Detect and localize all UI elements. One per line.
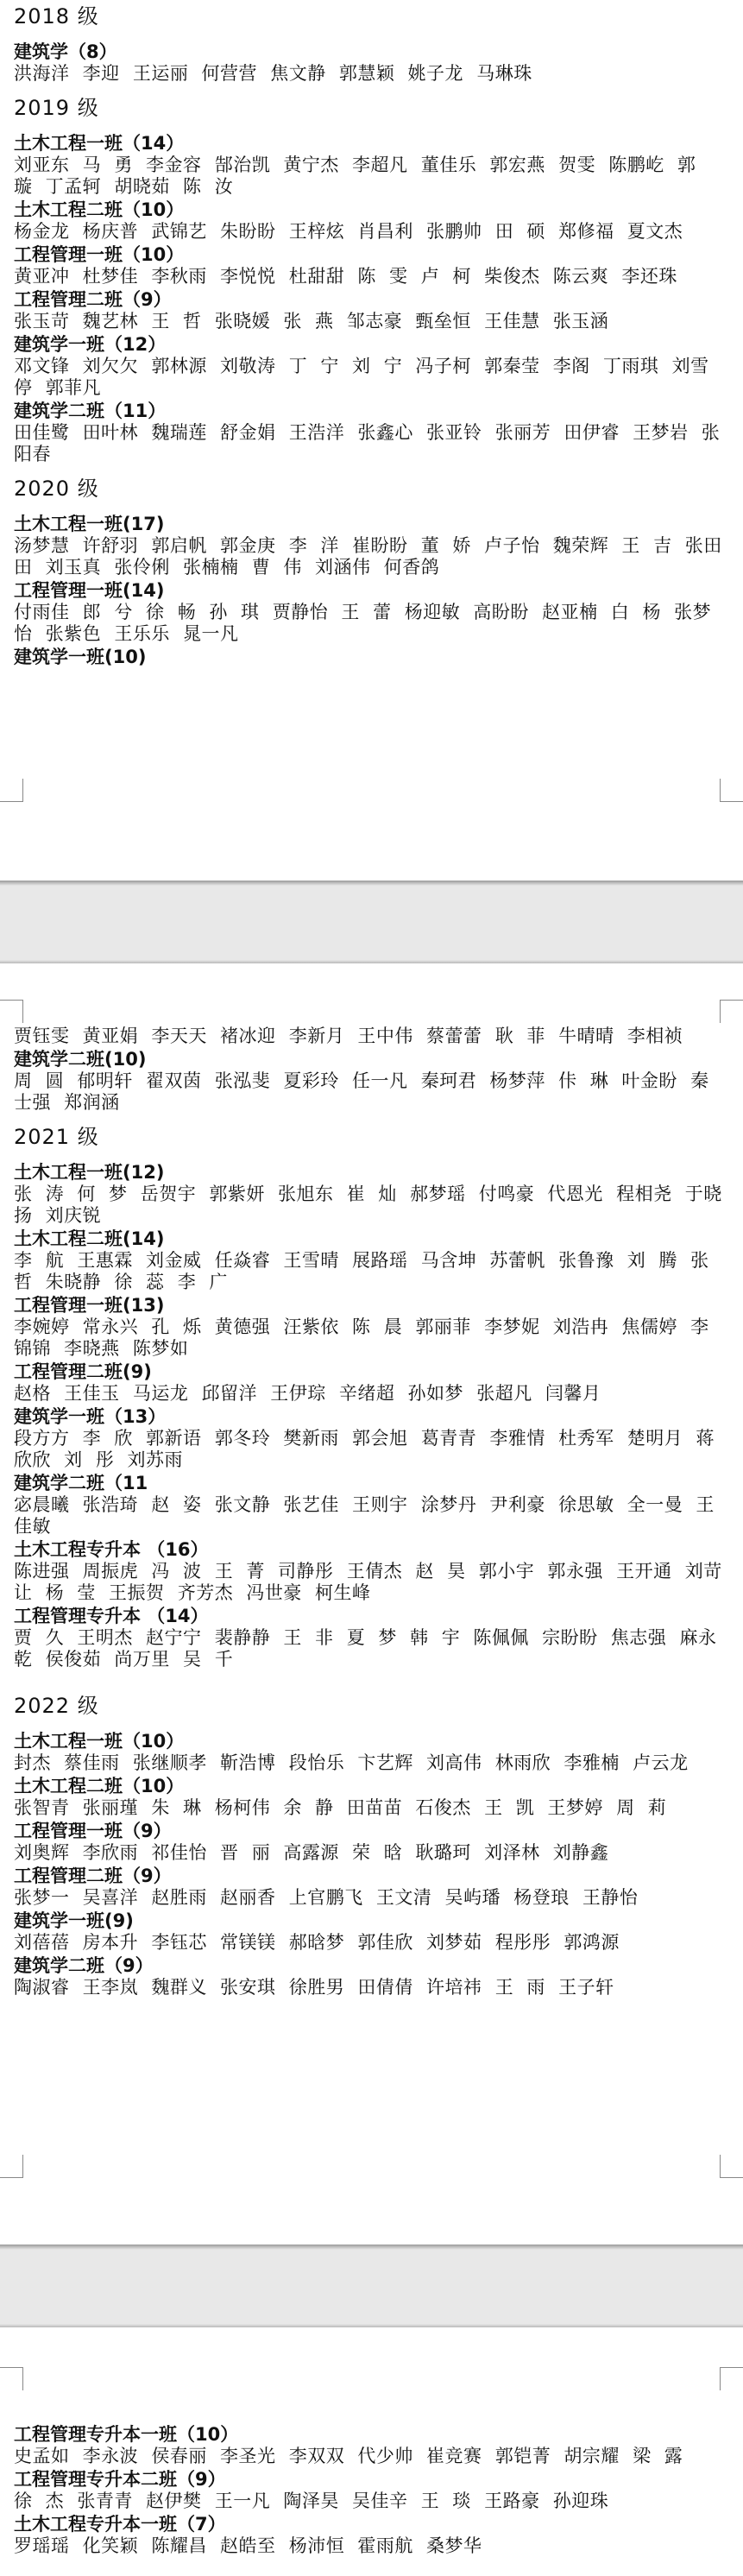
crop-mark [720,779,743,802]
class-label: 土木工程二班(14) [14,1228,165,1249]
year-heading: 2021 级 [14,1125,99,1149]
student-names: 陶淑睿 王李岚 魏群义 张安琪 徐胜男 田倩倩 许培祎 王 雨 王子轩 [14,1977,614,1998]
class-label: 工程管理一班(13) [14,1295,165,1316]
year-heading: 2020 级 [14,477,99,501]
student-names: 张智青 张丽瑾 朱 琳 杨柯伟 余 静 田苗苗 石俊杰 王 凯 王梦婷 周 莉 [14,1797,667,1818]
document-page-2 [0,963,743,2245]
crop-mark [0,779,23,802]
year-section-2022 [14,1693,726,1998]
student-names: 洪海洋 李迎 王运丽 何营营 焦文静 郭慧颖 姚子龙 马琳珠 [14,63,532,84]
class-label: 建筑学一班(10) [14,647,147,667]
year-heading: 2022 级 [14,1694,99,1718]
page-shadow [0,881,743,886]
class-label: 建筑学二班(10) [14,1049,147,1070]
class-label: 建筑学一班(9) [14,1910,134,1931]
class-label: 工程管理专升本一班（10） [14,2424,239,2445]
class-label: 工程管理专升本 （14） [14,1606,209,1626]
class-label: 土木工程二班（10） [14,199,185,220]
student-names: 杨金龙 杨庆普 武锦艺 朱盼盼 王梓炫 肖昌利 张鹏帅 田 硕 郑修福 夏文杰 [14,221,683,242]
student-names: 张玉苛 魏艺林 王 哲 张晓媛 张 燕 邹志豪 甄垒恒 王佳慧 张玉涵 [14,311,609,331]
class-label: 土木工程专升本 （16） [14,1539,209,1560]
class-label: 建筑学二班（9） [14,1955,154,1976]
student-names: 段方方 李 欣 郭新语 郭冬玲 樊新雨 郭会旭 葛青青 李雅情 杜秀军 楚明月 蒋欣欣 刘 彤 刘苏雨 [14,1428,715,1470]
crop-mark [0,1000,23,1023]
year-section-2021 [14,1124,726,1670]
student-names: 付雨佳 郎 兮 徐 畅 孙 琪 贾静怡 王 蕾 杨迎敏 高盼盼 赵亚楠 白 杨 张梦怡 张紫色 王乐乐 晁一凡 [14,602,712,644]
class-label: 工程管理二班(9) [14,1361,152,1382]
student-names: 张 涛 何 梦 岳贺宇 郭紫妍 张旭东 崔 灿 郝梦瑶 付鸣豪 代恩光 程相尧 于晓扬 刘庆锐 [14,1184,722,1226]
student-names: 李婉婷 常永兴 孔 烁 黄德强 汪紫依 陈 晨 郭丽菲 李梦妮 刘浩冉 焦儒婷 李锦锦 李晓燕 陈梦如 [14,1316,709,1359]
class-label: 建筑学二班（11） [14,401,167,421]
class-label: 建筑学一班（12） [14,334,167,355]
class-label: 土木工程一班（14） [14,133,185,154]
page-3-content [0,2327,743,2557]
year-heading: 2019 级 [14,96,99,120]
year-section-2019 [14,95,726,465]
student-names: 黄亚冲 杜梦佳 李秋雨 李悦悦 杜甜甜 陈 雯 卢 柯 柴俊杰 陈云爽 李还珠 [14,266,677,287]
class-label: 土木工程一班(17) [14,514,165,534]
document-page-3 [0,2327,743,2576]
class-label: 工程管理一班（9） [14,1821,172,1841]
year-section-2018 [14,3,726,85]
class-label: 工程管理二班（9） [14,1866,172,1886]
student-names: 宓晨曦 张浩琦 赵 姿 张文静 张艺佳 王则宇 涂梦丹 尹利豪 徐思敏 全一曼 王佳敏 [14,1494,715,1537]
student-names: 刘奥辉 李欣雨 祁佳怡 晋 丽 高露源 荣 晗 耿璐珂 刘泽林 刘静鑫 [14,1842,609,1863]
year-heading: 2018 级 [14,4,99,28]
student-names: 李 航 王惠霖 刘金威 任焱睿 王雪晴 展路瑶 马含坤 苏蕾帆 张鲁豫 刘 腾 张 哲 朱晓静 徐 蕊 李 广 [14,1250,709,1292]
year-section-2020 [14,476,726,668]
document-page-1 [0,0,743,881]
student-names: 周 圆 郁明轩 翟双茵 张泓斐 夏彩玲 任一凡 秦珂君 杨梦萍 佧 琳 叶金盼 秦士强 郑润涵 [14,1070,709,1113]
student-names: 田佳鹭 田叶林 魏瑞莲 舒金娟 王浩洋 张鑫心 张亚铃 张丽芳 田伊睿 王梦岩 张阳春 [14,422,721,464]
student-names: 汤梦慧 许舒羽 郭启帆 郭金庚 李 洋 崔盼盼 董 娇 卢子怡 魏荣辉 王 吉 张田田 刘玉真 张伶俐 张楠楠 曹 伟 刘涵伟 何香鸽 [14,535,722,578]
class-label: 建筑学一班（13） [14,1406,167,1427]
class-label: 土木工程一班（10） [14,1731,185,1752]
class-label: 工程管理一班(14) [14,580,165,601]
crop-mark [720,2367,743,2390]
student-names: 刘蓓蓓 房本升 李钰芯 常镁镁 郝晗梦 郭佳欣 刘梦茹 程彤彤 郭鸿源 [14,1932,620,1953]
student-names: 刘亚东 马 勇 李金容 郜治凯 黄宁杰 李超凡 董佳乐 郭宏燕 贺雯 陈鹏屹 郭 璇 丁孟轲 胡晓茹 陈 汝 [14,155,696,197]
student-names: 陈进强 周振虎 冯 波 王 菁 司静彤 王倩杰 赵 昊 郭小宇 郭永强 王开通 刘苛让 杨 莹 王振贺 齐芳杰 冯世豪 柯生峰 [14,1561,722,1603]
class-label: 建筑学二班（11 [14,1473,148,1493]
page-2-content [0,963,743,1998]
page-shadow [0,2245,743,2250]
student-names: 罗瑶瑶 化笑颖 陈耀昌 赵皓至 杨沛恒 霍雨航 桑梦华 [14,2535,482,2556]
student-names: 徐 杰 张青青 赵伊樊 王一凡 陶泽昊 吴佳辛 王 琰 王路豪 孙迎珠 [14,2491,609,2511]
student-names-continued: 贾钰雯 黄亚娟 李天天 褚冰迎 李新月 王中伟 蔡蕾蕾 耿 菲 牛晴晴 李相祯 [14,1026,683,1046]
page-gap [0,881,743,963]
class-label: 建筑学（8） [14,41,117,62]
crop-mark [720,2155,743,2178]
student-names: 赵格 王佳玉 马运龙 邱留洋 王伊琮 辛绪超 孙如梦 张超凡 闫馨月 [14,1383,601,1404]
page-gap [0,2245,743,2327]
page-1-content [0,3,743,668]
student-names: 贾 久 王明杰 赵宁宁 裴静静 王 非 夏 梦 韩 宇 陈佩佩 宗盼盼 焦志强 麻永乾 侯俊茹 尚万里 吴 千 [14,1627,717,1670]
class-label: 工程管理一班（10） [14,244,185,265]
class-label: 工程管理二班（9） [14,289,172,310]
student-names: 邓文锋 刘欠欠 郭林源 刘敬涛 丁 宁 刘 宁 冯子柯 郭秦莹 李阁 丁雨琪 刘雪停 郭菲凡 [14,356,709,398]
class-label: 土木工程专升本一班（7） [14,2514,226,2535]
student-names: 封杰 蔡佳雨 张继顺孝 靳浩博 段怡乐 卞艺辉 刘高伟 林雨欣 李雅楠 卢云龙 [14,1752,689,1773]
student-names: 史孟如 李永波 侯春丽 李圣光 李双双 代少帅 崔竞赛 郭铠菁 胡宗耀 梁 露 [14,2446,683,2466]
crop-mark [0,2155,23,2178]
crop-mark [720,1000,743,1023]
student-names: 张梦一 吴喜洋 赵胜雨 赵丽香 上官鹏飞 王文清 吴屿璠 杨登琅 王静怡 [14,1887,639,1908]
class-label: 土木工程二班（10） [14,1776,185,1796]
class-label: 土木工程一班(12) [14,1162,165,1183]
class-label: 工程管理专升本二班（9） [14,2469,226,2490]
crop-mark [0,2367,23,2390]
